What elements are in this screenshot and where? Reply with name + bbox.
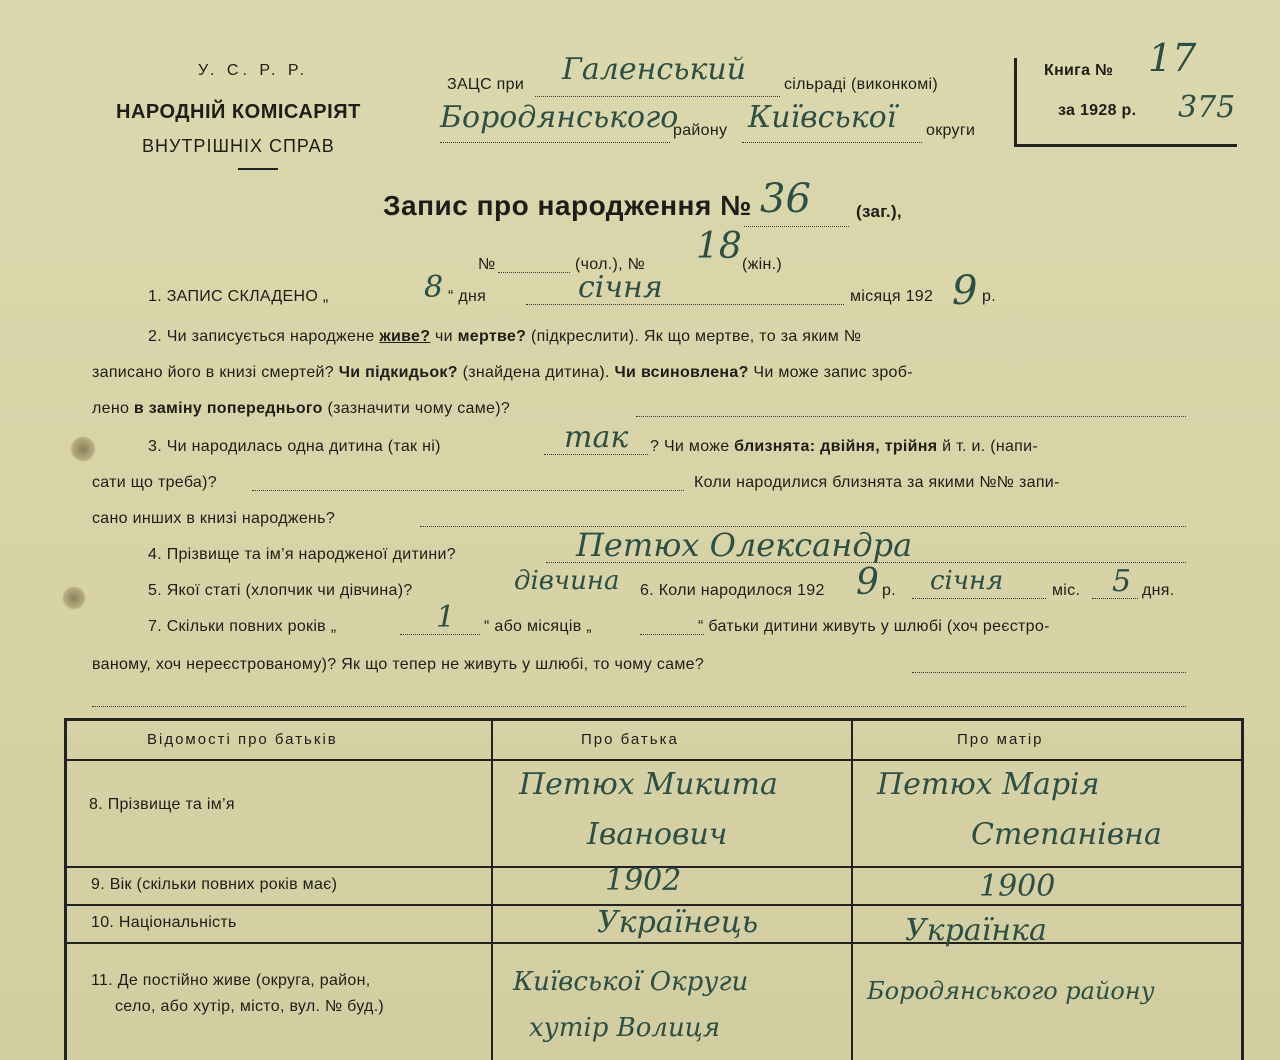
female-number: 18 [696,226,742,267]
q2-alive-option: живе? [379,328,431,345]
record-number: 36 [760,176,811,222]
q7-label-c: “ батьки дитини живуть у шлюбі (хоч реєстро- [698,618,1050,635]
q1-label: 1. ЗАПИС СКЛАДЕНО „ [148,288,329,305]
q5-answer: дівчина [514,566,620,596]
q3-text: й т. и. (напи- [942,438,1038,455]
table-header-mother: Про матір [957,731,1044,748]
q7-years: 1 [436,600,456,635]
row-residence-label-line1: 11. Де постійно живе (округа, район, [91,972,371,989]
punch-hole [62,586,86,610]
dotted-line [526,304,844,305]
mother-residence: Бородянського району [867,977,1155,1005]
q7-label-b: “ або місяців „ [484,618,592,635]
q6-label: 6. Коли народилося 192 [640,582,825,599]
q6-month-label: міс. [1052,582,1081,599]
father-nationality: Українець [597,905,759,940]
father-name: Петюх Микита [519,767,778,802]
male-number-label: № [478,256,496,273]
district-value: Бородянського [440,100,679,135]
q2-text: чи [435,328,453,345]
q3-line2-a: сати що треба)? [92,474,217,491]
q4-answer: Петюх Олександра [576,526,913,564]
q2-replace: в заміну попереднього [133,400,323,417]
table-col-divider [491,721,493,1060]
record-title-suffix: (заг.), [856,202,902,221]
table-header-father: Про батька [581,731,679,748]
parents-table [64,718,1244,1060]
mother-nationality: Українка [905,913,1047,948]
dotted-line [252,490,684,491]
q2-line3 [92,400,510,418]
okrug-value: Київської [748,100,897,135]
dotted-line [636,416,1186,417]
book-number: 17 [1148,36,1197,80]
record-title: Запис про народження № [383,190,752,221]
commissariat-label: НАРОДНІЙ КОМІСАРІЯТ [116,101,361,123]
row-name-label: 8. Прізвище та ім’я [89,796,235,813]
mother-age: 1900 [979,869,1056,904]
village-council-value: Галенський [562,52,747,87]
district-label: району [673,122,728,139]
table-rule [67,942,1241,944]
q3-twins: близнята: [734,438,816,455]
table-header-info: Відомості про батьків [147,731,338,748]
father-residence-line1: Київської Округи [513,967,749,997]
q4-label: 4. Прізвище та ім’я народженої дитини? [148,546,456,563]
q3-line1-b [650,438,1038,456]
q1-year-digit: 9 [952,268,978,314]
q7-label-a: 7. Скільки повних років „ [148,618,337,635]
q2-text: лено [92,400,130,417]
q5-label: 5. Якої статі (хлопчик чи дівчина)? [148,582,413,599]
q2-text: записано його в книзі смертей? [92,364,334,381]
dotted-line [535,96,780,97]
dotted-line [498,272,570,273]
book-label: Книга № [1044,62,1114,79]
dotted-line [92,706,1186,707]
q6-month: січня [930,566,1004,596]
punch-hole [70,436,96,462]
book-year-label: за 1928 р. [1058,102,1137,119]
dotted-line [912,672,1186,673]
dotted-line [912,598,1046,599]
female-number-suffix: (жін.) [742,256,782,273]
table-col-divider [851,721,853,1060]
q6-year-digit: 9 [856,562,879,603]
q7-line2: ваному, хоч нереєстрованому)? Як що тепер не живуть у шлюбі, то чому саме? [92,656,705,673]
male-number-suffix: (чол.), № [575,256,646,273]
q2-text: (знайдена дитина). [462,364,610,381]
q2-dead-option: мертве? [457,328,527,345]
q2-foundling: Чи підкидьок? [338,364,458,381]
q3-line2-b: Коли народилися близнята за якими №№ запи- [694,474,1060,491]
father-age: 1902 [605,863,682,898]
row-residence-label-line2: село, або хутір, місто, вул. № буд.) [115,998,385,1015]
q2-text: (підкреслити). Як що мертве, то за яким № [530,328,862,345]
q6-day: 5 [1112,564,1132,599]
q2-text: 2. Чи записується народжене [148,328,375,345]
q3-answer: так [564,420,629,455]
mother-patronymic: Степанівна [971,817,1162,852]
dotted-line [640,634,704,635]
q6-year-suffix: р. [882,582,896,599]
department-label: ВНУТРІШНІХ СПРАВ [142,136,335,156]
q2-text: (зазначити чому саме)? [327,400,511,417]
q3-line3: сано инших в книзі народжень? [92,510,336,527]
zags-prefix: ЗАЦС при [447,76,525,93]
mother-name: Петюх Марія [877,767,1100,802]
q3-twins-kinds: двійня, трійня [820,438,938,455]
dotted-line [400,634,480,635]
q2-line1 [148,328,861,346]
q1-year-suffix: р. [982,288,996,305]
father-residence-line2: хутір Волиця [529,1013,721,1043]
row-nationality-label: 10. Національність [91,914,237,931]
book-page-number: 375 [1178,90,1236,125]
dotted-line [744,226,849,227]
q1-day-label: “ дня [448,288,487,305]
q2-text: Чи може запис зроб- [753,364,913,381]
dotted-line [544,454,648,455]
q2-adopted: Чи всиновлена? [614,364,749,381]
dotted-line [440,142,670,143]
dotted-line [1092,598,1138,599]
q1-day: 8 [424,270,444,305]
okrug-label: округи [926,122,976,139]
q1-month-label: місяця 192 [850,288,934,305]
q3-line1-a: 3. Чи народилась одна дитина (так ні) [148,438,441,455]
q2-line2 [92,364,913,382]
q6-day-label: дня. [1142,582,1175,599]
table-rule [67,759,1241,761]
q1-month: січня [578,270,663,305]
ussr-label: У. С. Р. Р. [198,62,309,79]
row-age-label: 9. Вік (скільки повних років має) [91,876,338,893]
header-divider [238,168,278,170]
q3-text: ? Чи може [650,438,730,455]
council-suffix: сільраді (виконкомі) [784,76,938,93]
father-patronymic: Іванович [587,817,728,852]
dotted-line [742,142,922,143]
